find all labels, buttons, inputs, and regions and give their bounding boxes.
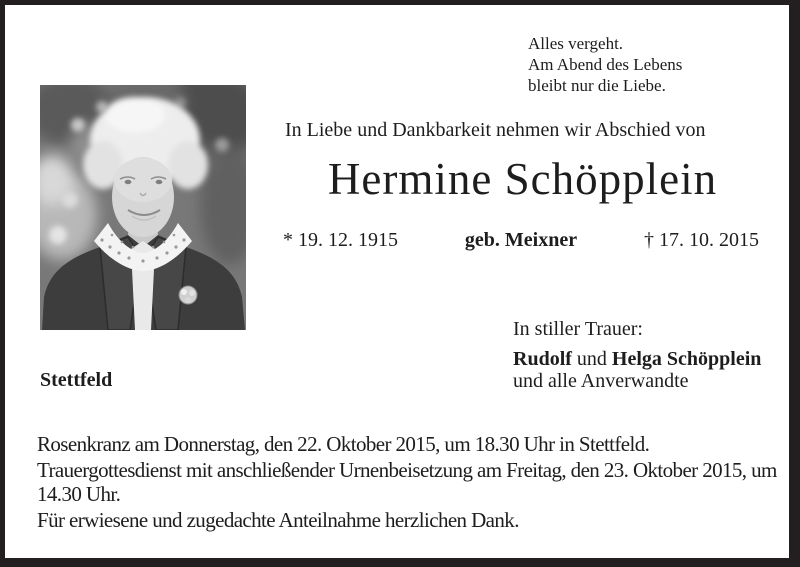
maiden-name: geb. Meixner (464, 229, 578, 251)
poem-verse (528, 33, 682, 96)
portrait-photo-art (40, 85, 246, 330)
poem-line-1: Alles vergeht. (528, 34, 624, 53)
mourning-block (513, 318, 761, 392)
mourning-heading: In stiller Trauer: (513, 318, 643, 340)
place-name: Stettfeld (40, 369, 113, 391)
face (112, 157, 174, 237)
mourner-connector: und (571, 348, 612, 370)
mourner-name-2: Helga Schöpplein (611, 348, 762, 370)
deceased-photo (40, 85, 246, 330)
poem-line-2: Am Abend des Lebens (528, 55, 683, 74)
intro-text: In Liebe und Dankbarkeit nehmen wir Abschied von (285, 119, 706, 141)
death-date: † 17. 10. 2015 (644, 229, 759, 251)
announcement-rosary: Rosenkranz am Donnerstag, den 22. Oktober 2015, um 18.30 Uhr in Stettfeld. (37, 432, 650, 456)
mourners-line (513, 348, 761, 370)
mourner-name-1: Rudolf (513, 348, 572, 370)
announcement-thanks: Für erwiesene und zugedachte Anteilnahme herzlichen Dank. (37, 508, 519, 532)
poem-line-3: bleibt nur die Liebe. (528, 76, 666, 95)
brooch (179, 286, 197, 304)
birth-date: * 19. 12. 1915 (283, 229, 398, 251)
announcement-service: Trauergottesdienst mit anschließender Urnenbeisetzung am Freitag, den 23. Oktober 2015, um 14.30 Uhr. (37, 458, 777, 506)
relatives-line: und alle Anverwandte (513, 370, 689, 392)
deceased-name: Hermine Schöpplein (327, 154, 718, 204)
announcements-block (37, 432, 782, 534)
life-dates-row (283, 229, 759, 252)
